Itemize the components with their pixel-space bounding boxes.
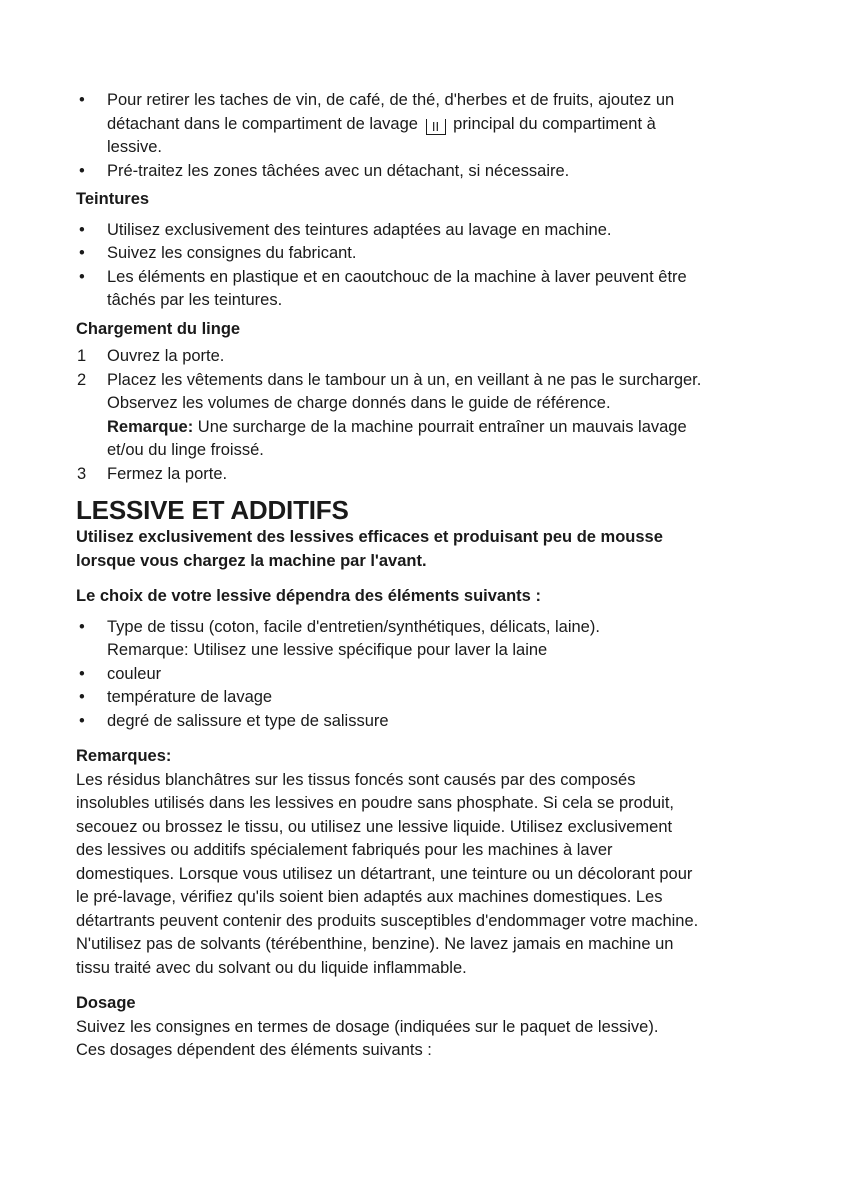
list-item: • Type de tissu (coton, facile d'entretien/synthétiques, délicats, laine). — [76, 616, 776, 640]
step-number: 2 — [77, 370, 87, 389]
document-page — [76, 89, 776, 1063]
list-item-continuation: lessive. — [107, 138, 163, 156]
list-item: • Pré-traitez les zones tâchées avec un détachant, si nécessaire. — [76, 160, 776, 184]
paragraph-line: le pré-lavage, vérifiez qu'ils soient bien adaptés aux machines domestiques. Les — [76, 888, 663, 906]
paragraph-line: Les résidus blanchâtres sur les tissus foncés sont causés par des composés — [76, 770, 636, 789]
lessive-intro: Utilisez exclusivement des lessives efficaces et produisant peu de mousse — [76, 528, 663, 546]
step-number: 3 — [77, 464, 87, 483]
section-title-lessive: LESSIVE ET ADDITIFS — [76, 495, 349, 525]
list-item-continuation: tâchés par les teintures. — [107, 291, 283, 309]
paragraph-line: des lessives ou additifs spécialement fabriqués pour les machines à laver — [76, 841, 613, 859]
bullet-icon: • — [79, 91, 85, 109]
list-item: • Les éléments en plastique et en caoutchouc de la machine à laver peuvent être — [76, 266, 776, 290]
paragraph-line: secouez ou brossez le tissu, ou utilisez une lessive liquide. Utilisez exclusivement — [76, 817, 673, 836]
paragraph-line: tissu traité avec du solvant ou du liquide inflammable. — [76, 958, 467, 977]
lessive-intro: lorsque vous chargez la machine par l'avant. — [76, 551, 427, 570]
bullet-icon: • — [79, 267, 85, 286]
step-number: 1 — [77, 347, 87, 365]
list-item: • Pour retirer les taches de vin, de café, de thé, d'herbes et de fruits, ajoutez un — [76, 89, 776, 113]
note-label: Remarque: — [107, 417, 194, 436]
main-wash-compartment-icon: II — [426, 119, 446, 135]
step-item: 2 Placez les vêtements dans le tambour un à un, en veillant à ne pas le surcharger. — [76, 369, 776, 393]
step-item: 1 Ouvrez la porte. — [76, 345, 776, 369]
list-item: • température de lavage — [76, 686, 776, 710]
section-heading-dosage: Dosage — [76, 994, 136, 1012]
paragraph-line: insolubles utilisés dans les lessives en poudre sans phosphate. Si cela se produit, — [76, 794, 675, 812]
list-item: • couleur — [76, 663, 776, 687]
step-note-continuation: et/ou du linge froissé. — [107, 441, 264, 459]
bullet-icon: • — [79, 161, 85, 180]
step-item: 3 Fermez la porte. — [76, 463, 776, 487]
bullet-icon: • — [79, 711, 85, 730]
paragraph-line: Ces dosages dépendent des éléments suivants : — [76, 1041, 432, 1059]
list-item-continuation: détachant dans le compartiment de lavage II principal du compartiment à — [107, 114, 656, 134]
step-note: Remarque: Une surcharge de la machine pourrait entraîner un mauvais lavage — [107, 417, 687, 436]
paragraph-line: Suivez les consignes en termes de dosage (indiquées sur le paquet de lessive). — [76, 1017, 659, 1036]
section-heading-chargement: Chargement du linge — [76, 319, 241, 338]
list-item: • Suivez les consignes du fabricant. — [76, 242, 776, 266]
list-item-note: Remarque: Utilisez une lessive spécifique pour laver la laine — [107, 641, 548, 659]
paragraph-line: domestiques. Lorsque vous utilisez un détartrant, une teinture ou un décolorant pour — [76, 864, 693, 883]
bullet-icon: • — [79, 664, 85, 683]
bullet-icon: • — [79, 220, 85, 239]
bullet-icon: • — [79, 244, 85, 262]
list-item: • Utilisez exclusivement des teintures adaptées au lavage en machine. — [76, 219, 776, 243]
paragraph-line: N'utilisez pas de solvants (térébenthine, benzine). Ne lavez jamais en machine un — [76, 935, 674, 953]
bullet-icon: • — [79, 688, 85, 706]
section-heading-remarques: Remarques: — [76, 747, 172, 765]
step-item-continuation: Observez les volumes de charge donnés dans le guide de référence. — [107, 394, 611, 412]
list-item: • degré de salissure et type de salissure — [76, 710, 776, 734]
bullet-icon: • — [79, 617, 85, 636]
paragraph-line: détartrants peuvent contenir des produits susceptibles d'endommager votre machine. — [76, 911, 699, 930]
section-heading-teintures: Teintures — [76, 190, 150, 208]
choice-heading: Le choix de votre lessive dépendra des éléments suivants : — [76, 587, 541, 605]
